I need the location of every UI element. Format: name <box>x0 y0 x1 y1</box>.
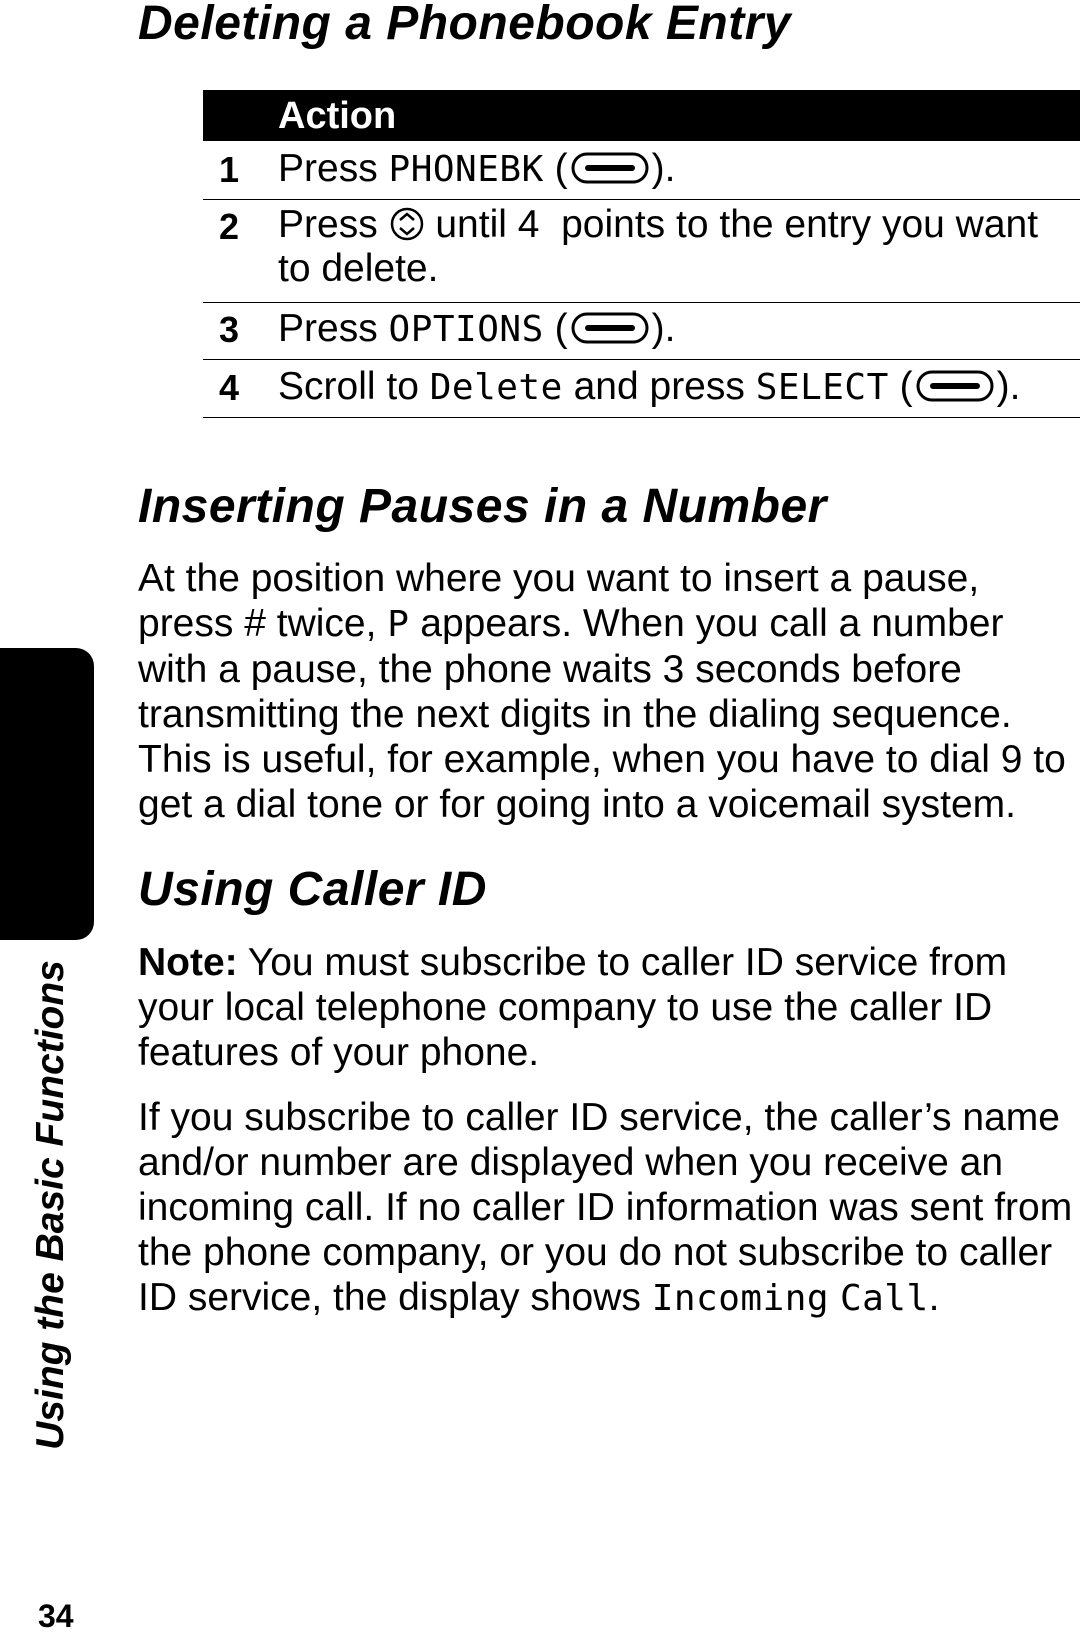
step-number: 3 <box>219 309 240 350</box>
step-number: 2 <box>219 206 240 247</box>
step-text-part: Press <box>278 147 389 190</box>
step-number: 4 <box>219 367 240 408</box>
paragraph-text: appears. When you call a number with a pause, the phone waits 3 seconds before transmitting the next digits in the dialing sequence. This is useful, for example, when you have to dial 9 to get a dial tone or for going into a voicemail system. <box>138 602 1066 826</box>
paragraph-text: At the position where you want to insert a pause, press # twice, <box>138 557 980 645</box>
paragraph-text: You must subscribe to caller ID service from your local telephone company to use the caller ID features of your phone. <box>138 941 1008 1074</box>
step-text-part: Press <box>278 203 389 246</box>
section-title-caller-id: Using Caller ID <box>138 863 487 916</box>
side-tab-label: Using the Basic Functions <box>29 960 72 1450</box>
step-text <box>278 147 1070 192</box>
table-row <box>203 200 1080 303</box>
steps-table <box>203 90 1080 418</box>
step-text-part: ). <box>996 365 1021 408</box>
paragraph-text: . <box>928 1276 940 1319</box>
soft-key-icon <box>913 368 997 404</box>
table-row <box>203 303 1080 360</box>
page-number: 34 <box>38 1598 74 1634</box>
note-label: Note: <box>138 941 238 984</box>
display-text-phonebk: PHONEBK <box>388 149 544 190</box>
step-number: 1 <box>219 149 240 190</box>
display-text-delete: Delete <box>429 367 563 408</box>
table-row <box>203 141 1080 200</box>
step-text-part: Press <box>278 307 389 350</box>
table-row <box>203 360 1080 418</box>
step-text-part: until 4 points to the entry you want to delete. <box>278 203 1039 290</box>
pauses-paragraph <box>138 556 1078 827</box>
step-text <box>278 365 1070 410</box>
paragraph-text: If you subscribe to caller ID service, the caller’s name and/or number are displayed when you receive an incoming call. If no caller ID information was sent from the phone company, or you do not subscribe to caller ID service, the display shows <box>138 1096 1073 1319</box>
step-text-part: ( <box>543 307 568 350</box>
soft-key-icon <box>568 310 652 346</box>
step-text <box>278 203 1070 291</box>
step-text-part: and press <box>562 365 756 408</box>
step-text-part: ( <box>543 147 568 190</box>
step-text-part: ). <box>651 307 676 350</box>
note-paragraph <box>138 940 1078 1075</box>
display-text-select: SELECT <box>755 367 889 408</box>
table-header-action: Action <box>278 95 397 137</box>
section-title-pauses: Inserting Pauses in a Number <box>138 480 827 533</box>
step-text <box>278 307 1070 352</box>
display-text-incoming: Incoming <box>651 1278 830 1319</box>
step-text-part: ). <box>651 147 676 190</box>
section-title-deleting: Deleting a Phonebook Entry <box>138 0 792 50</box>
step-text-part: Scroll to <box>278 365 430 408</box>
pause-character: P <box>387 604 410 645</box>
step-text-part: ( <box>888 365 913 408</box>
caller-id-paragraph <box>138 1095 1078 1321</box>
table-header <box>203 90 1080 141</box>
soft-key-icon <box>568 150 652 186</box>
side-tab-marker <box>0 648 94 940</box>
scroll-key-icon <box>389 206 425 242</box>
display-text-options: OPTIONS <box>388 309 544 350</box>
display-text-call: Call <box>839 1278 929 1319</box>
